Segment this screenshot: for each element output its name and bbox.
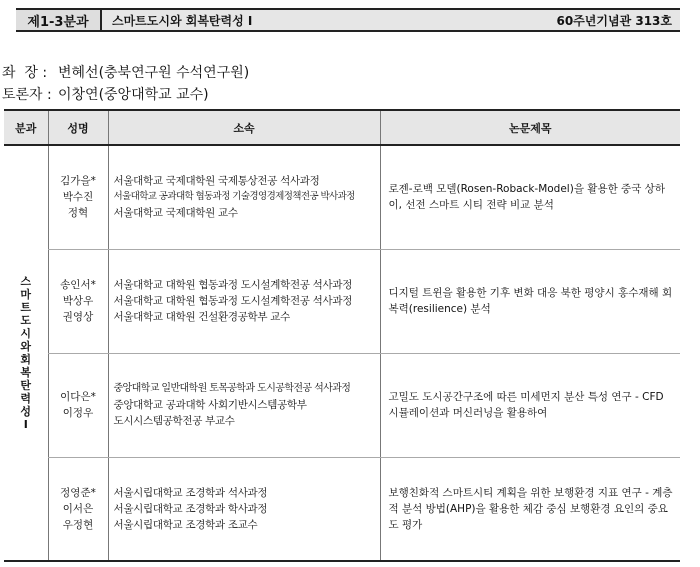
paper-title-cell: 고밀도 도시공간구조에 따른 미세먼지 분산 특성 연구 - CFD 시뮬레이션과 머신러닝을 활용하여 bbox=[380, 353, 680, 457]
table-header-row bbox=[4, 110, 680, 145]
table-row bbox=[4, 457, 680, 561]
chair-value: 변혜선(충북연구원 수석연구원) bbox=[58, 65, 250, 81]
affiliation-cell: 서울대학교 국제대학원 국제통상전공 석사과정 서울대학교 공과대학 협동과정 기술경영경제정책전공 박사과정 서울대학교 국제대학원 교수 bbox=[108, 145, 380, 249]
session-room: 60주년기념관 313호 bbox=[556, 13, 672, 28]
chair-role: 좌 장 : bbox=[2, 65, 48, 81]
names-cell: 송인서* 박상우 권영상 bbox=[48, 249, 108, 353]
session-table bbox=[4, 109, 680, 562]
paper-title-cell: 로젠-로백 모델(Rosen-Roback-Model)을 활용한 중국 상하이, 선전 스마트 시티 전략 비교 분석 bbox=[380, 145, 680, 249]
affiliation-cell: 중앙대학교 일반대학원 토목공학과 도시공학전공 석사과정 중앙대학교 공과대학 사회기반시스템공학부 도시시스템공학전공 부교수 bbox=[108, 353, 380, 457]
session-header bbox=[16, 8, 680, 32]
discussant-line bbox=[2, 84, 209, 104]
names-cell: 김가을* 박수진 정혁 bbox=[48, 145, 108, 249]
affiliation-cell: 서울시립대학교 조경학과 석사과정 서울시립대학교 조경학과 학사과정 서울시립대학교 조경학과 조교수 bbox=[108, 457, 380, 561]
header-division: 분과 bbox=[4, 110, 48, 145]
paper-title-cell: 보행친화적 스마트시티 계획을 위한 보행환경 지표 연구 - 계층적 분석 방법(AHP)을 활용한 체감 중심 보행환경 요인의 중요도 평가 bbox=[380, 457, 680, 561]
table-row bbox=[4, 353, 680, 457]
paper-title-cell: 디지털 트윈을 활용한 기후 변화 대응 북한 평양시 홍수재해 회복력(resilience) 분석 bbox=[380, 249, 680, 353]
chair-line bbox=[2, 62, 249, 82]
table-row bbox=[4, 249, 680, 353]
names-cell: 이다은* 이정우 bbox=[48, 353, 108, 457]
names-cell: 정영준* 이서은 우정현 bbox=[48, 457, 108, 561]
division-cell: 스 마 트 도 시 와 회 복 탄 력 성 I bbox=[4, 145, 48, 561]
affiliation-cell: 서울대학교 대학원 협동과정 도시설계학전공 석사과정 서울대학교 대학원 협동과정 도시설계학전공 석사과정 서울대학교 대학원 건설환경공학부 교수 bbox=[108, 249, 380, 353]
discussant-value: 이창연(중앙대학교 교수) bbox=[58, 87, 209, 103]
discussant-role: 토론자 : bbox=[2, 87, 52, 103]
header-affiliation: 소속 bbox=[108, 110, 380, 145]
session-title: 스마트도시와 회복탄력성 I bbox=[112, 13, 253, 28]
table-row bbox=[4, 145, 680, 249]
header-name: 성명 bbox=[48, 110, 108, 145]
header-title: 논문제목 bbox=[380, 110, 680, 145]
session-label: 제1-3분과 bbox=[16, 10, 102, 30]
